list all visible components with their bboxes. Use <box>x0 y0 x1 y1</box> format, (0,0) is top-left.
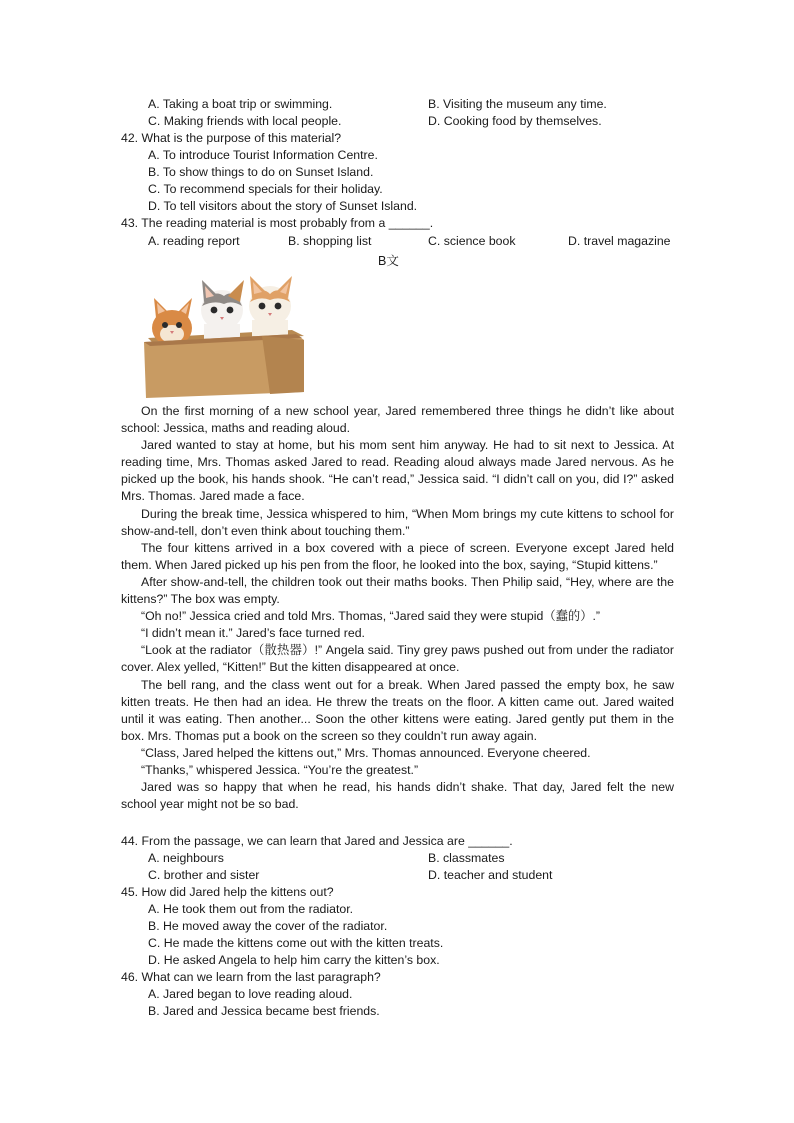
story-paragraph: The bell rang, and the class went out for a break. When Jared passed the empty box, he saw kitten treats. He then had an idea. He threw the treats on the floor. A kitten came out. Jared waited until it was eating. Then another... Soon the other kittens were eating. Jared gently put them in the box. Mrs. Thomas put a book on the screen so they couldn’t run away again. <box>121 677 674 743</box>
story-paragraph: “Thanks,” whispered Jessica. “You’re the greatest.” <box>141 762 419 777</box>
q45-stem: 45. How did Jared help the kittens out? <box>121 885 334 899</box>
q42-stem: 42. What is the purpose of this material? <box>121 131 342 145</box>
story-paragraph: The four kittens arrived in a box covered with a piece of screen. Everyone except Jared held them. When Jared picked up his pen from the floor, he looked into the box, saying, “Stupid kittens.” <box>121 540 674 572</box>
kitten-cream <box>249 276 292 340</box>
q41-option-a: A. Taking a boat trip or swimming. <box>148 97 333 111</box>
q43-option-b: B. shopping list <box>288 234 372 248</box>
story-paragraph: “I didn’t mean it.” Jared’s face turned red. <box>141 626 365 641</box>
story-paragraph: Jared wanted to stay at home, but his mom sent him anyway. He had to sit next to Jessica. At reading time, Mrs. Thomas asked Jared to read. Reading aloud always made Jared nervous. As he picked up the book, his hands shook. “He can’t read,” Jessica said. “I didn’t call on you, did I?” asked Mrs. Thomas. Jared made a face. <box>121 438 674 504</box>
q43-option-d: D. travel magazine <box>568 234 671 248</box>
q41-option-c: C. Making friends with local people. <box>148 114 342 128</box>
story-paragraph: On the first morning of a new school year, Jared remembered three things he didn’t like about school: Jessica, maths and reading aloud. <box>121 404 674 436</box>
q42-option-d: D. To tell visitors about the story of Sunset Island. <box>148 199 418 213</box>
q45-option-c: C. He made the kittens come out with the kitten treats. <box>148 936 444 950</box>
story-paragraph: “Oh no!” Jessica cried and told Mrs. Thomas, “Jared said they were stupid（蠢的）.” <box>141 609 601 624</box>
story-paragraph: “Look at the radiator（散热器）!” Angela said. Tiny grey paws pushed out from under the radiator cover. Alex yelled, “Kitten!” But the kitten disappeared at once. <box>121 643 674 675</box>
q42-option-c: C. To recommend specials for their holiday. <box>148 182 383 196</box>
section-title: B文 <box>378 254 399 268</box>
q41-option-b: B. Visiting the museum any time. <box>428 97 607 111</box>
q46-stem: 46. What can we learn from the last paragraph? <box>121 970 381 984</box>
q42-option-a: A. To introduce Tourist Information Centre. <box>148 148 378 162</box>
story-paragraph: Jared was so happy that when he read, his hands didn’t shake. That day, Jared felt the new school year might not be so bad. <box>121 780 674 812</box>
q45-option-d: D. He asked Angela to help him carry the kitten’s box. <box>148 953 440 967</box>
q43-option-a: A. reading report <box>148 234 240 248</box>
q42-option-b: B. To show things to do on Sunset Island. <box>148 165 374 179</box>
q43-option-c: C. science book <box>428 234 516 248</box>
q46-option-a: A. Jared began to love reading aloud. <box>148 987 353 1001</box>
q43-stem: 43. The reading material is most probably from a ______. <box>121 216 434 230</box>
story-paragraph: “Class, Jared helped the kittens out,” Mrs. Thomas announced. Everyone cheered. <box>141 745 591 760</box>
q44-option-c: C. brother and sister <box>148 868 260 882</box>
story-paragraph: After show-and-tell, the children took out their maths books. Then Philip said, “Hey, where are the kittens?” The box was empty. <box>121 574 674 607</box>
q44-option-d: D. teacher and student <box>428 868 553 882</box>
kittens-in-box-image <box>142 270 306 398</box>
kitten-orange <box>152 298 192 346</box>
story-passage <box>121 403 674 813</box>
q45-option-a: A. He took them out from the radiator. <box>148 902 354 916</box>
q44-stem: 44. From the passage, we can learn that Jared and Jessica are ______. <box>121 834 513 848</box>
q46-option-b: B. Jared and Jessica became best friends. <box>148 1004 380 1018</box>
q41-option-d: D. Cooking food by themselves. <box>428 114 602 128</box>
kitten-grey <box>201 280 244 344</box>
q44-option-b: B. classmates <box>428 851 505 865</box>
story-paragraph: During the break time, Jessica whispered to him, “When Mom brings my cute kittens to school for show-and-tell, don’t even think about touching them.” <box>121 506 674 538</box>
q45-option-b: B. He moved away the cover of the radiator. <box>148 919 388 933</box>
q44-option-a: A. neighbours <box>148 851 224 865</box>
